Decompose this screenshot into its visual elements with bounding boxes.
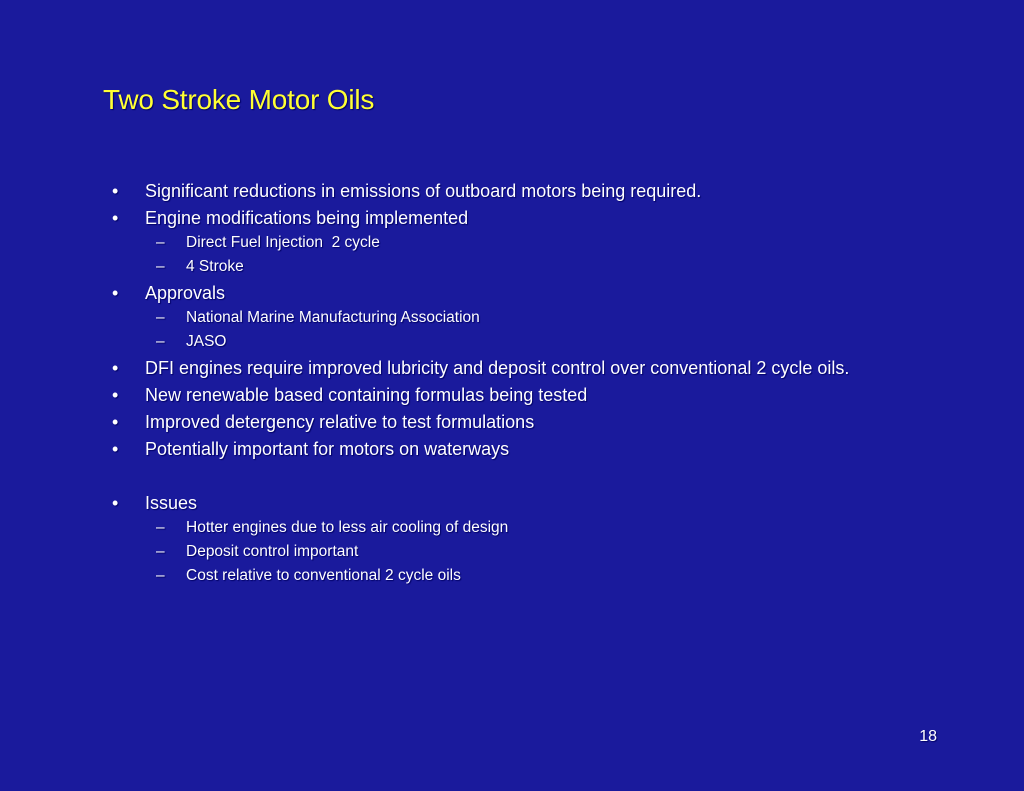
sub-bullet-text: Direct Fuel Injection 2 cycle [186, 234, 380, 251]
bullet-item [112, 438, 882, 460]
sub-bullet-text: Hotter engines due to less air cooling of design [186, 519, 509, 536]
bullet-text: Improved detergency relative to test formulations [145, 412, 535, 432]
bullet-item [112, 357, 882, 379]
sub-bullet-text: 4 Stroke [186, 258, 244, 275]
sub-bullet-text: National Marine Manufacturing Association [186, 309, 480, 326]
bullet-list [112, 180, 882, 586]
bullet-marker: • [112, 358, 119, 378]
bullet-text: Issues [145, 493, 198, 513]
sub-bullet-item [112, 542, 882, 562]
sub-bullet-item [112, 518, 882, 538]
page-number: 18 [919, 728, 937, 745]
sub-bullet-text: JASO [186, 333, 227, 350]
slide-title: Two Stroke Motor Oils [103, 84, 375, 115]
bullet-text: Potentially important for motors on waterways [145, 439, 510, 459]
sub-bullet-marker: – [156, 519, 165, 536]
sub-bullet-marker: – [156, 234, 165, 251]
bullet-item [112, 492, 882, 514]
bullet-marker: • [112, 181, 119, 201]
bullet-marker: • [112, 493, 119, 513]
sub-bullet-marker: – [156, 309, 165, 326]
sub-bullet-marker: – [156, 543, 165, 560]
sub-bullet-marker: – [156, 258, 165, 275]
bullet-item [112, 384, 882, 406]
bullet-text: Significant reductions in emissions of outboard motors being required. [145, 181, 702, 201]
sub-bullet-item [112, 233, 882, 253]
sub-bullet-text: Deposit control important [186, 543, 359, 560]
sub-bullet-marker: – [156, 333, 165, 350]
sub-bullet-item [112, 566, 882, 586]
bullet-text: DFI engines require improved lubricity and deposit control over conventional 2 cycle oils. [145, 358, 850, 378]
bullet-text: Approvals [145, 283, 226, 303]
bullet-item [112, 180, 882, 202]
bullet-item [112, 207, 882, 229]
bullet-marker: • [112, 412, 119, 432]
bullet-text: Engine modifications being implemented [145, 208, 469, 228]
bullet-text: New renewable based containing formulas being tested [145, 385, 588, 405]
sub-bullet-item [112, 332, 882, 352]
sub-bullet-item [112, 257, 882, 277]
bullet-item [112, 282, 882, 304]
bullet-marker: • [112, 283, 119, 303]
bullet-marker: • [112, 208, 119, 228]
bullet-item [112, 411, 882, 433]
sub-bullet-marker: – [156, 567, 165, 584]
sub-bullet-item [112, 308, 882, 328]
bullet-marker: • [112, 439, 119, 459]
bullet-marker: • [112, 385, 119, 405]
sub-bullet-text: Cost relative to conventional 2 cycle oils [186, 567, 461, 584]
